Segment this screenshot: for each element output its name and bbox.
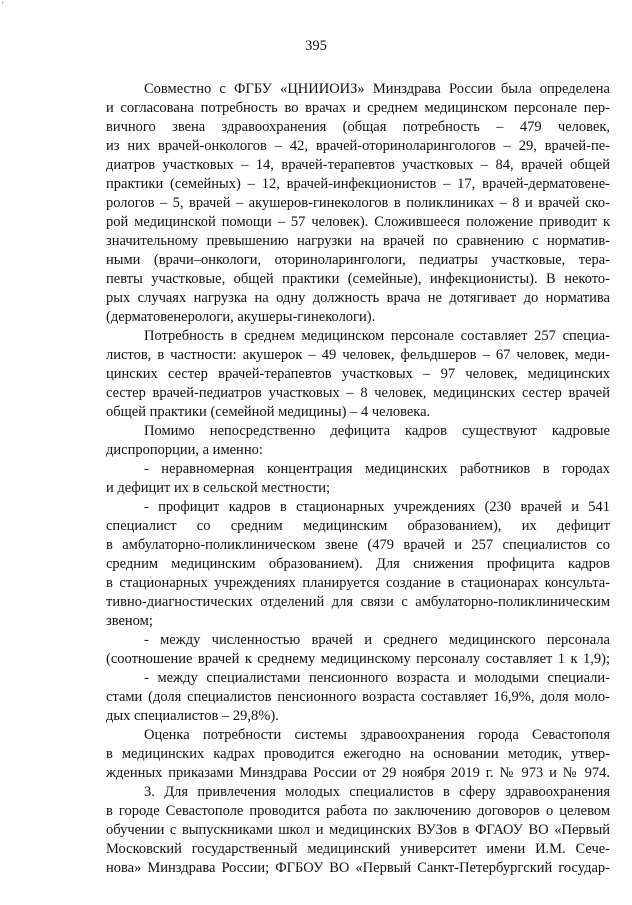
text-line: практики (семейных) – 12, врачей-инфекционистов – 17, врачей-дерматовене- [106, 176, 610, 192]
text-line: из них врачей-онкологов – 42, врачей-оториноларингологов – 29, врачей-пе- [106, 138, 610, 154]
text-line: в стационарных учреждениях планируется создание в стационарах консульта- [106, 575, 610, 591]
text-line: значительному превышению нагрузки на врачей по сравнению с норматив- [106, 233, 610, 249]
page-number: 395 [305, 38, 327, 54]
text-line: цинских сестер врачей-терапевтов участковых – 97 человек, медицинских [106, 366, 610, 382]
text-line: рой медицинской помощи – 57 человек). Сложившееся положение приводит к [106, 214, 610, 230]
text-line: обучении с выпускниками школ и медицинских ВУЗов в ФГАОУ ВО «Первый [106, 822, 610, 838]
text-line: Помимо непосредственно дефицита кадров существуют кадровые [144, 423, 610, 439]
text-line: диспропорции, а именно: [106, 442, 263, 458]
text-line: вичного звена здравоохранения (общая потребность – 479 человек, [106, 119, 610, 135]
text-line: в медицинских кадрах проводится ежегодно на основании методик, утвер- [106, 746, 610, 762]
corner-mark: ' [2, 0, 4, 10]
text-line: 3. Для привлечения молодых специалистов в сферу здравоохранения [144, 784, 610, 800]
text-line: Московский государственный медицинский университет имени И.М. Сече- [106, 841, 610, 857]
text-line: и согласована потребность во врачах и среднем медицинском персонале пер- [106, 100, 610, 116]
text-line: в городе Севастополе проводится работа по заключению договоров о целевом [106, 803, 610, 819]
text-line: нова» Минздрава России; ФГБОУ ВО «Первый Санкт-Петербургский государ- [106, 860, 610, 876]
text-line: - неравномерная концентрация медицинских работников в городах [144, 461, 610, 477]
text-line: в амбулаторно-поликлиническом звене (479 врачей и 257 специалистов со [106, 537, 610, 553]
text-line: ными (врачи–онкологи, оториноларингологи, педиатры участковые, тера- [106, 252, 610, 268]
text-line: Совместно с ФГБУ «ЦНИИОИЗ» Минздрава России была определена [144, 81, 610, 97]
text-line: средним медицинским образованием). Для снижения профицита кадров [106, 556, 610, 572]
text-line: диатров участковых – 14, врачей-терапевтов участковых – 84, врачей общей [106, 157, 610, 173]
text-line: Оценка потребности системы здравоохранения города Севастополя [144, 727, 610, 743]
text-line: - профицит кадров в стационарных учреждениях (230 врачей и 541 [144, 499, 610, 515]
text-line: (дерматовенерологи, акушеры-гинекологи). [106, 309, 376, 325]
text-line: Потребность в среднем медицинском персонале составляет 257 специа- [144, 328, 610, 344]
text-line: сестер врачей-педиатров участковых – 8 человек, медицинских сестер врачей [106, 385, 610, 401]
text-line: звеном; [106, 613, 153, 629]
text-line: - между специалистами пенсионного возраста и молодыми специали- [144, 670, 610, 686]
text-line: листов, в частности: акушерок – 49 человек, фельдшеров – 67 человек, меди- [106, 347, 610, 363]
text-line: - между численностью врачей и среднего медицинского персонала [144, 632, 610, 648]
text-line: и дефицит их в сельской местности; [106, 480, 331, 496]
text-line: дых специалистов – 29,8%). [106, 708, 279, 724]
text-line: рых случаях нагрузка на одну должность врача не дотягивает до норматива [106, 290, 610, 306]
text-line: стами (доля специалистов пенсионного возраста составляет 16,9%, доля моло- [106, 689, 610, 705]
text-line: тивно-диагностических отделений для связи с амбулаторно-поликлиническим [106, 594, 610, 610]
text-line: певты участковые, общей практики (семейные), инфекционисты). В некото- [106, 271, 610, 287]
text-line: рологов – 5, врачей – акушеров-гинекологов в поликлиниках – 8 и врачей ско- [106, 195, 610, 211]
text-line: (соотношение врачей к среднему медицинскому персоналу составляет 1 к 1,9); [106, 651, 610, 667]
text-line: специалист со средним медицинским образованием), их дефицит [106, 518, 610, 534]
document-body [106, 80, 610, 878]
text-line: общей практики (семейной медицины) – 4 человека. [106, 404, 431, 420]
text-line: жденных приказами Минздрава России от 29 ноября 2019 г. № 973 и № 974. [106, 765, 610, 781]
